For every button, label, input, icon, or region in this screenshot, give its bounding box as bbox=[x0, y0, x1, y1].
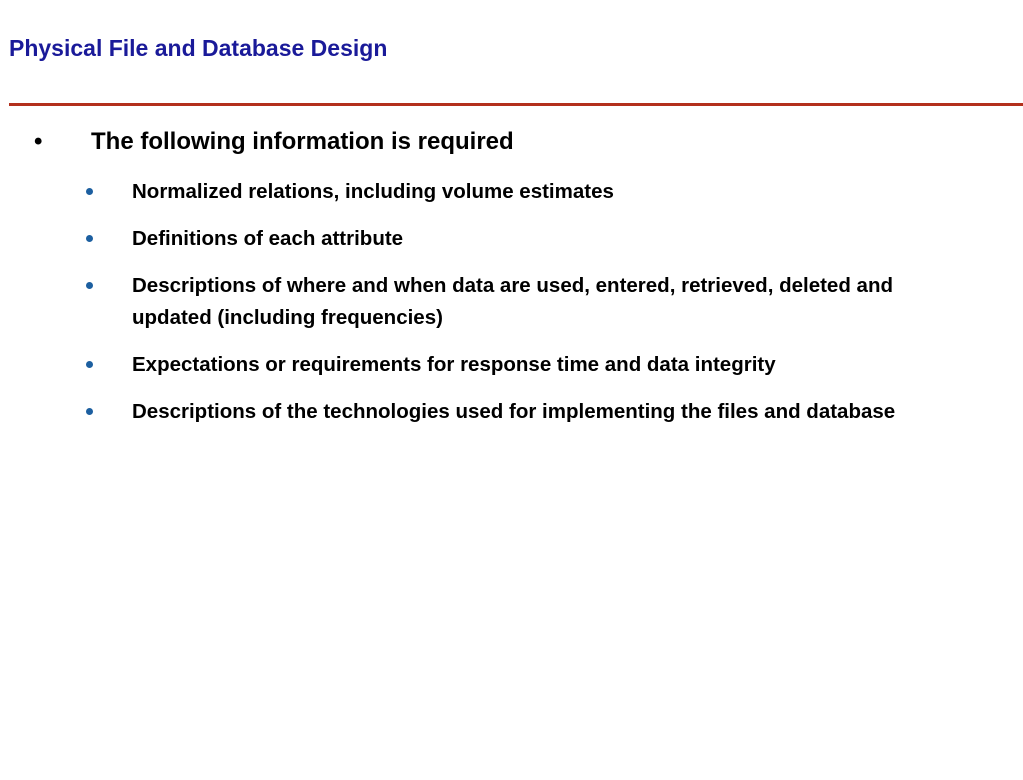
list-item-text: Descriptions of where and when data are used, entered, retrieved, deleted and updated (including frequencies) bbox=[132, 274, 893, 329]
sub-bullet-list bbox=[82, 176, 942, 443]
list-item-text: Descriptions of the technologies used for implementing the files and database bbox=[132, 400, 896, 423]
bullet-dot-icon bbox=[86, 188, 93, 195]
list-item-text: Definitions of each attribute bbox=[132, 227, 404, 250]
list-item bbox=[82, 176, 942, 208]
bullet-marker: • bbox=[34, 128, 43, 155]
list-item-text: Normalized relations, including volume estimates bbox=[132, 180, 614, 203]
main-bullet-text: The following information is required bbox=[91, 128, 514, 155]
bullet-dot-icon bbox=[86, 235, 93, 242]
bullet-dot-icon bbox=[86, 282, 93, 289]
title-divider bbox=[9, 103, 1023, 106]
bullet-dot-icon bbox=[86, 408, 93, 415]
list-item-text: Expectations or requirements for response time and data integrity bbox=[132, 353, 776, 376]
list-item bbox=[82, 396, 942, 428]
list-item bbox=[82, 223, 942, 255]
slide-title: Physical File and Database Design bbox=[9, 35, 388, 61]
list-item bbox=[82, 270, 942, 334]
bullet-dot-icon bbox=[86, 361, 93, 368]
list-item bbox=[82, 349, 942, 381]
